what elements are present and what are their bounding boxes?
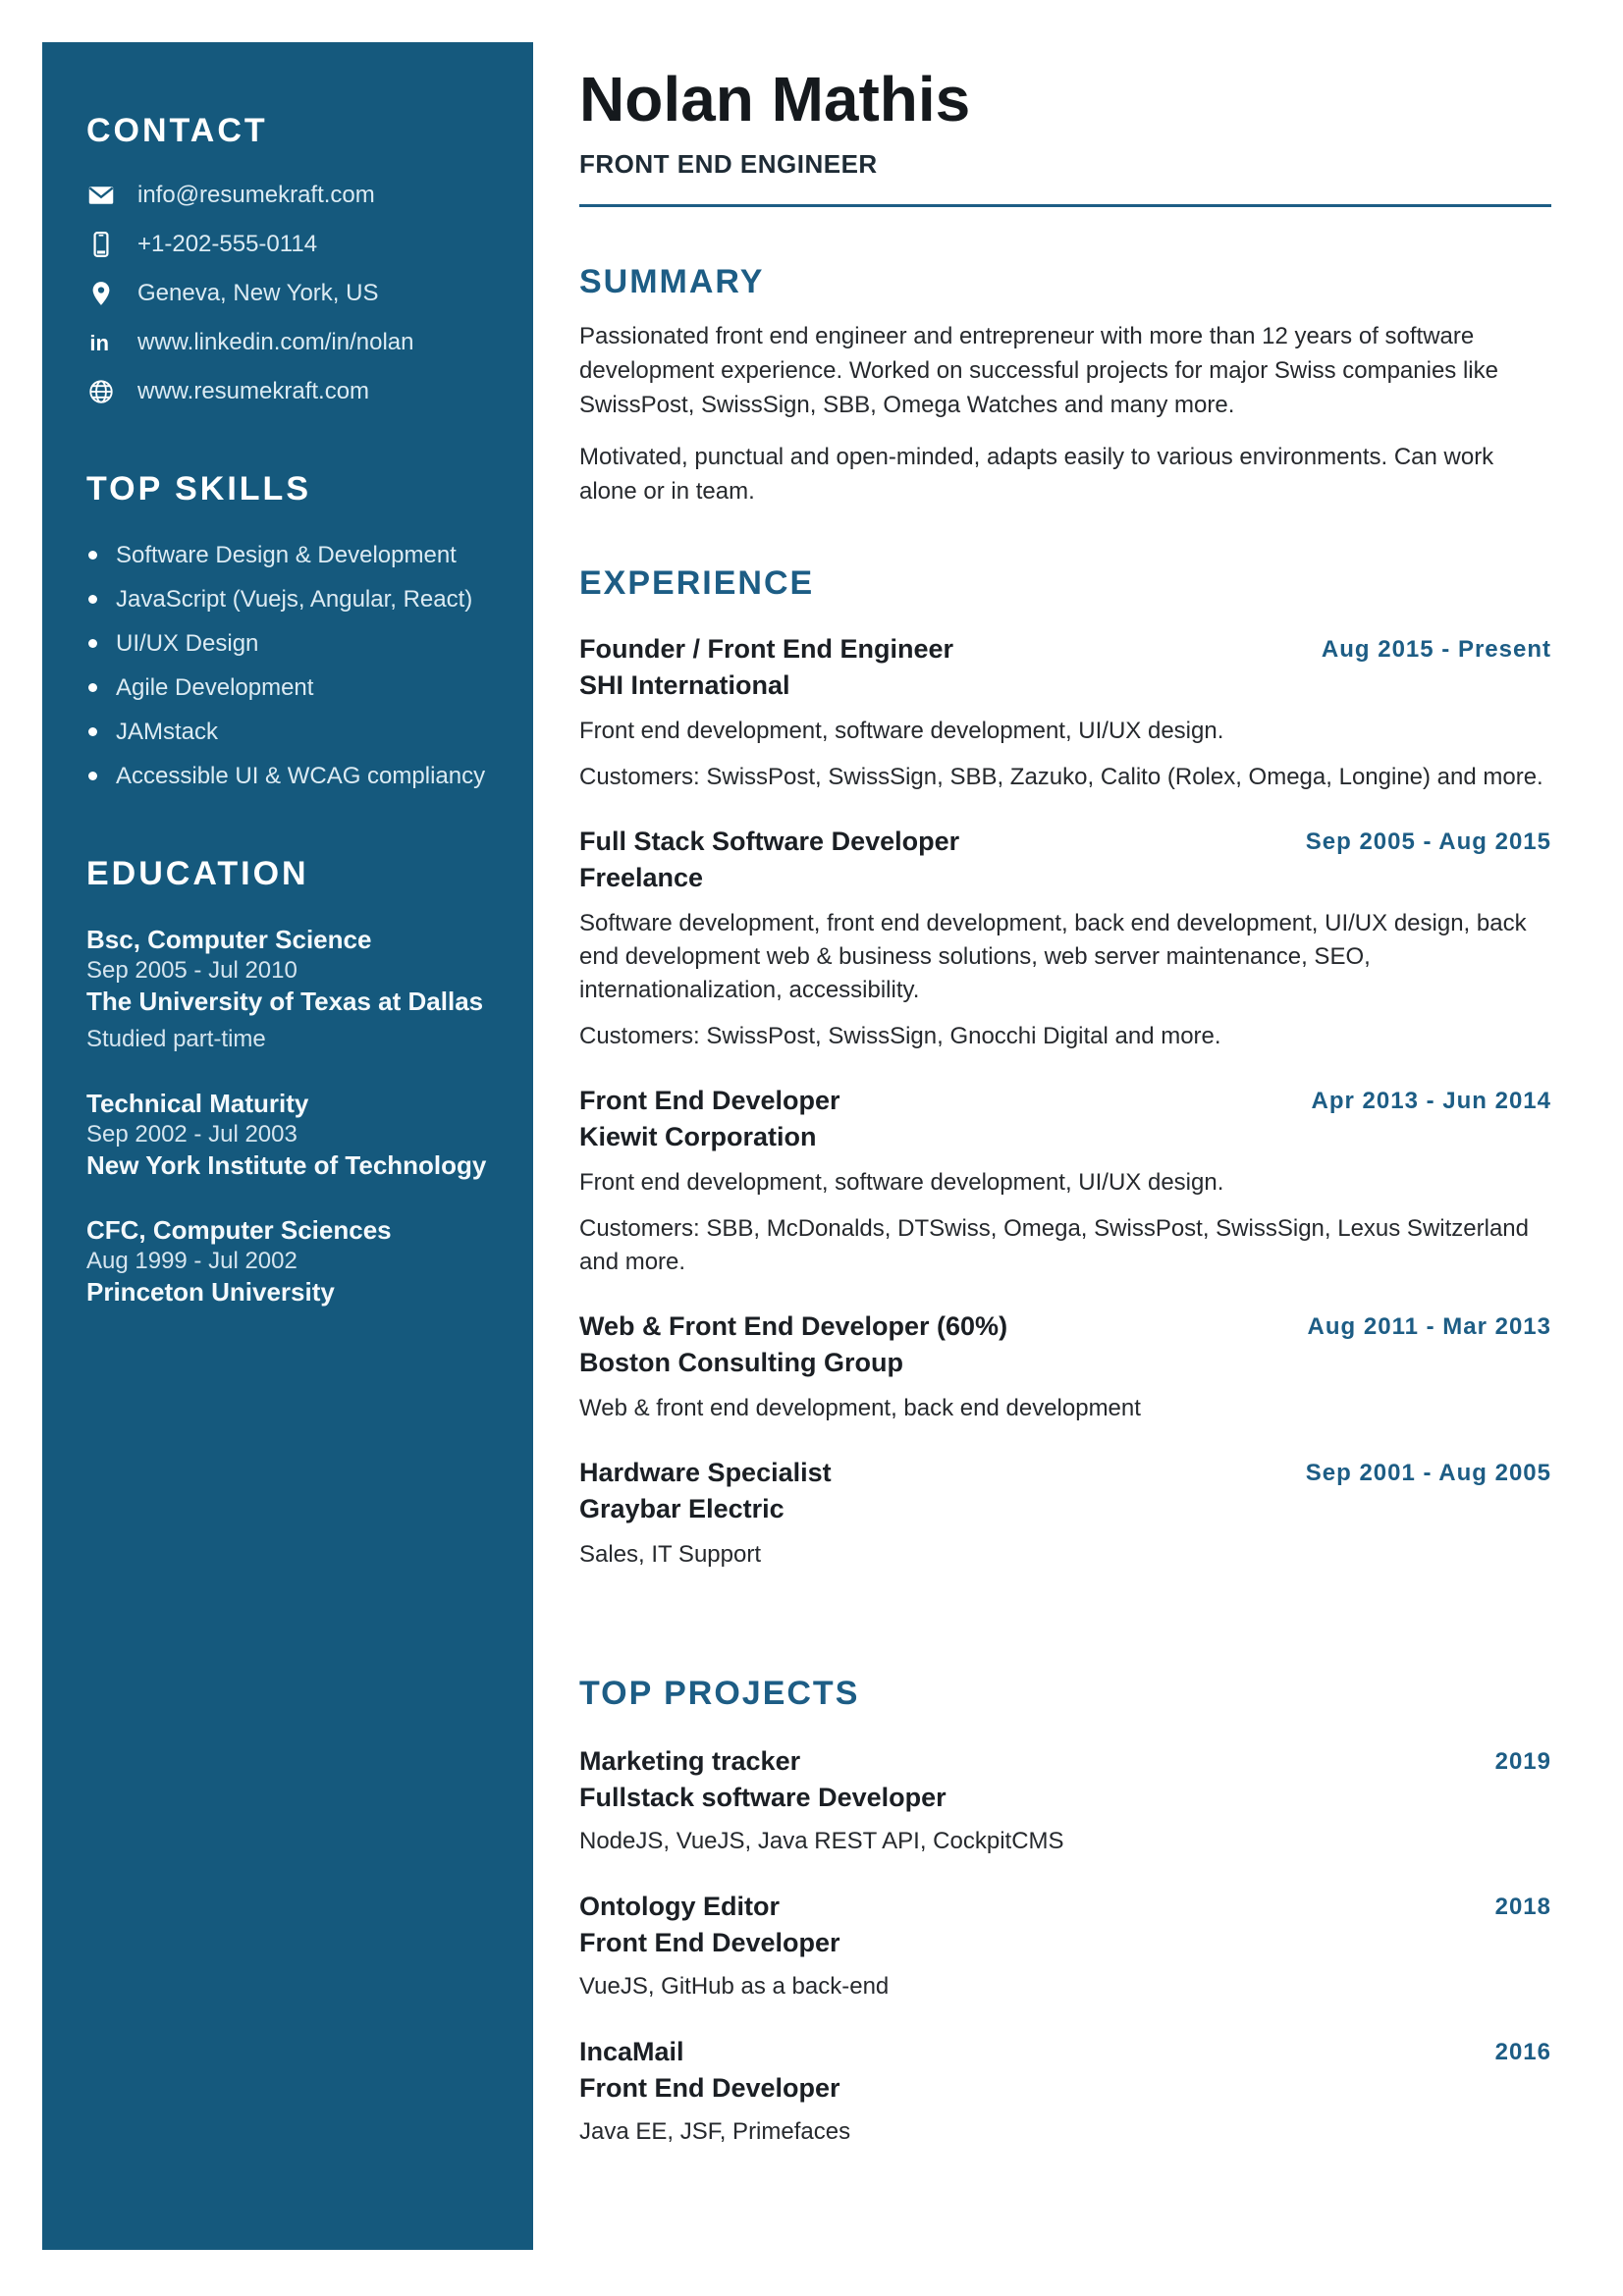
paragraph: Front end development, software development, UI/UX design. [579,1168,1224,1196]
contact-item[interactable] [86,279,494,308]
experience-dates: Sep 2005 - Aug 2015 [1305,828,1551,855]
experience-description [579,907,1551,1053]
experience-description [579,1166,1551,1279]
contact-section [86,113,494,406]
skill-item: Agile Development [86,672,494,703]
skills-section [86,471,494,790]
skills-heading: TOP SKILLS [86,470,312,508]
skill-item: JAMstack [86,717,494,747]
summary-paragraph: Motivated, punctual and open-minded, adapts easily to various environments. Can work alone or in team. [579,443,1494,505]
project-role: Front End Developer [579,2073,840,2104]
project-name: Ontology Editor [579,1892,780,1922]
project-entry-header [579,2036,1551,2068]
project-entry [579,1891,1551,2002]
education-heading: EDUCATION [86,854,309,892]
projects-heading: TOP PROJECTS [579,1674,860,1712]
education-degree: Bsc, Computer Science [86,925,372,955]
project-tech: VueJS, GitHub as a back-end [579,1973,890,2001]
project-year: 2018 [1494,1894,1551,1921]
education-degree: Technical Maturity [86,1089,309,1119]
experience-dates: Sep 2001 - Aug 2005 [1305,1459,1551,1486]
education-degree: CFC, Computer Sciences [86,1215,392,1246]
paragraph: Customers: SwissPost, SwissSign, Gnocchi Digital and more. [579,1022,1221,1049]
linkedin-icon [86,328,116,357]
main-content [579,64,1551,2148]
header-divider [579,204,1551,207]
education-entry [86,1214,494,1308]
project-entry-header [579,1891,1551,1923]
education-note: Studied part-time [86,1026,266,1053]
project-name: Marketing tracker [579,1746,801,1777]
experience-entry [579,826,1551,1053]
globe-icon [86,377,116,406]
experience-entry-header [579,1085,1551,1117]
skills-list [86,540,494,791]
project-entry [579,1745,1551,1857]
contact-heading: CONTACT [86,112,268,149]
education-dates: Aug 1999 - Jul 2002 [86,1248,298,1275]
job-title: FRONT END ENGINEER [579,149,878,180]
experience-description [579,1538,1551,1572]
experience-entry-header [579,826,1551,858]
education-entry [86,924,494,1054]
skill-item: JavaScript (Vuejs, Angular, React) [86,584,494,614]
experience-description [579,715,1551,794]
experience-entry [579,1310,1551,1425]
projects-list [579,1745,1551,2148]
education-section [86,856,494,1308]
contact-item[interactable] [86,377,494,406]
project-entry-header [579,1745,1551,1778]
phone-icon [86,230,116,259]
svg-text:in: in [89,331,110,356]
experience-company: Freelance [579,862,704,892]
summary-paragraphs [579,319,1551,508]
summary-heading: SUMMARY [579,263,765,301]
project-year: 2019 [1494,1748,1551,1776]
project-role: Fullstack software Developer [579,1783,947,1813]
project-name: IncaMail [579,2037,684,2067]
experience-entry-header [579,633,1551,666]
paragraph: Customers: SwissPost, SwissSign, SBB, Zazuko, Calito (Rolex, Omega, Longine) and more. [579,763,1543,790]
contact-item[interactable] [86,181,494,210]
skill-item: Accessible UI & WCAG compliancy [86,761,494,791]
experience-company: Boston Consulting Group [579,1347,903,1377]
location-icon [86,279,116,308]
mail-icon [86,181,116,210]
skill-item: Software Design & Development [86,540,494,570]
experience-role: Hardware Specialist [579,1457,832,1487]
projects-section [579,1676,1551,2148]
contact-item-text: info@resumekraft.com [137,182,375,209]
sidebar [42,42,533,2250]
project-tech: Java EE, JSF, Primefaces [579,2118,851,2146]
education-list [86,924,494,1308]
summary-section [579,264,1551,507]
contact-item-text: www.linkedin.com/in/nolan [137,329,414,356]
contact-item-text: www.resumekraft.com [137,378,370,405]
experience-company: SHI International [579,669,790,700]
experience-entry [579,1085,1551,1279]
experience-company: Graybar Electric [579,1493,784,1523]
education-school: The University of Texas at Dallas [86,987,484,1017]
project-entry [579,2036,1551,2148]
education-dates: Sep 2005 - Jul 2010 [86,957,298,985]
experience-company: Kiewit Corporation [579,1121,817,1151]
paragraph: Sales, IT Support [579,1540,761,1568]
skill-item: UI/UX Design [86,628,494,659]
education-entry [86,1088,494,1181]
experience-dates: Apr 2013 - Jun 2014 [1311,1087,1551,1114]
project-tech: NodeJS, VueJS, Java REST API, CockpitCMS [579,1828,1064,1855]
experience-dates: Aug 2011 - Mar 2013 [1307,1312,1551,1340]
experience-role: Founder / Front End Engineer [579,633,953,664]
paragraph: Web & front end development, back end development [579,1394,1141,1421]
summary-paragraph: Passionated front end engineer and entrepreneur with more than 12 years of software development experience. Worked on successful projects for major Swiss companies like SwissPost, SwissSign, SBB, Omega Watches and many more. [579,322,1498,418]
contact-item[interactable] [86,230,494,259]
paragraph: Software development, front end development, back end development, UI/UX design, back end development web & business solutions, web server maintenance, SEO, internationalization, accessibility. [579,909,1527,1003]
contact-item-text: Geneva, New York, US [137,280,379,307]
experience-role: Front End Developer [579,1085,840,1115]
experience-entry [579,633,1551,794]
experience-entry-header [579,1310,1551,1343]
person-name: Nolan Mathis [579,64,971,134]
experience-role: Full Stack Software Developer [579,826,960,856]
experience-dates: Aug 2015 - Present [1321,635,1551,663]
contact-item[interactable] [86,328,494,357]
experience-entry [579,1457,1551,1572]
education-school: Princeton University [86,1277,335,1308]
experience-section [579,565,1551,1572]
paragraph: Front end development, software development, UI/UX design. [579,717,1224,744]
experience-description [579,1392,1551,1425]
contact-list [86,181,494,406]
project-role: Front End Developer [579,1928,840,1958]
project-year: 2016 [1494,2039,1551,2066]
experience-heading: EXPERIENCE [579,563,815,602]
experience-entry-header [579,1457,1551,1489]
experience-role: Web & Front End Developer (60%) [579,1310,1008,1341]
education-dates: Sep 2002 - Jul 2003 [86,1121,298,1148]
education-school: New York Institute of Technology [86,1150,487,1181]
paragraph: Customers: SBB, McDonalds, DTSwiss, Omega, SwissPost, SwissSign, Lexus Switzerland and more. [579,1214,1529,1275]
contact-item-text: +1-202-555-0114 [137,231,318,258]
experience-list [579,633,1551,1572]
